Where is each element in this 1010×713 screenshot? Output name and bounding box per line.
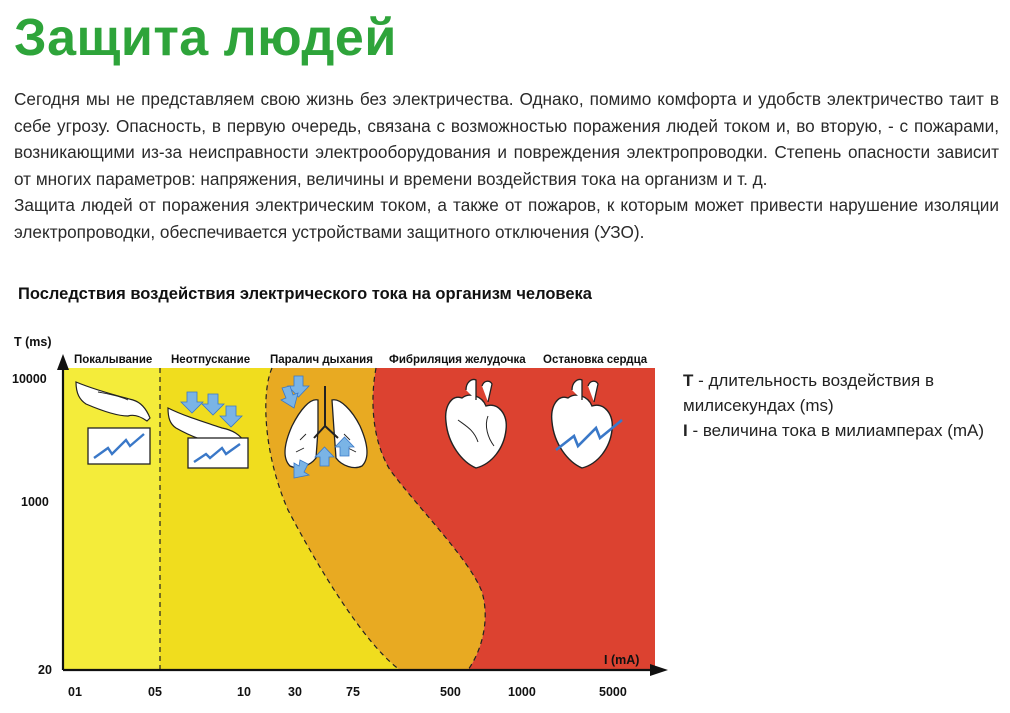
current-effects-chart <box>0 330 680 713</box>
intro-paragraph: Защита людей от поражения электрическим током, а также от пожаров, к которым может привести нарушение изоляции электропроводки, обеспечивается устройствами защитного отключения (УЗО). <box>14 195 999 242</box>
legend-item <box>683 368 1003 418</box>
y-tick-label: 10000 <box>12 372 47 386</box>
chart-svg <box>0 330 680 713</box>
legend-text: - длительность воздействия в милисекундах (ms) <box>683 371 934 415</box>
x-tick-label: 01 <box>68 685 82 699</box>
zone-label: Покалывание <box>74 354 153 366</box>
zone-label: Неотпускание <box>171 354 251 366</box>
x-axis-arrow-icon <box>650 664 668 676</box>
y-tick-label: 1000 <box>21 495 49 509</box>
y-tick-label: 20 <box>38 663 52 677</box>
y-axis-arrow-icon <box>57 354 69 370</box>
x-tick-label: 05 <box>148 685 162 699</box>
intro-text <box>14 86 999 245</box>
legend-key: T <box>683 371 694 390</box>
x-tick-label: 500 <box>440 685 461 699</box>
zone-label: Фибриляция желудочка <box>389 354 526 366</box>
page-title: Защита людей <box>14 9 397 67</box>
zone-label: Паралич дыхания <box>270 354 373 366</box>
x-tick-label: 10 <box>237 685 251 699</box>
x-axis-label: I (mA) <box>604 653 640 667</box>
legend-key: I <box>683 421 688 440</box>
y-axis-label: T (ms) <box>14 335 52 349</box>
legend-item <box>683 418 1003 443</box>
zone-label: Остановка сердца <box>543 354 648 366</box>
x-tick-label: 1000 <box>508 685 536 699</box>
chart-legend <box>683 368 1003 443</box>
x-tick-label: 30 <box>288 685 302 699</box>
x-tick-label: 75 <box>346 685 360 699</box>
legend-text: - величина тока в милиамперах (mA) <box>687 421 985 440</box>
figure-title: Последствия воздействия электрического тока на организм человека <box>18 285 592 303</box>
x-tick-label: 5000 <box>599 685 627 699</box>
intro-paragraph: Сегодня мы не представляем свою жизнь без электричества. Однако, помимо комфорта и удобств электричество таит в себе угрозу. Опасность, в первую очередь, связана с возможностью поражения людей током и, во вторую, - с пожарами, возникающими из-за неисправности электрооборудования и повреждения электропроводки. Степень опасности зависит от многих параметров: напряжения, величины и времени воздействия тока на организм и т. д. <box>14 89 999 189</box>
